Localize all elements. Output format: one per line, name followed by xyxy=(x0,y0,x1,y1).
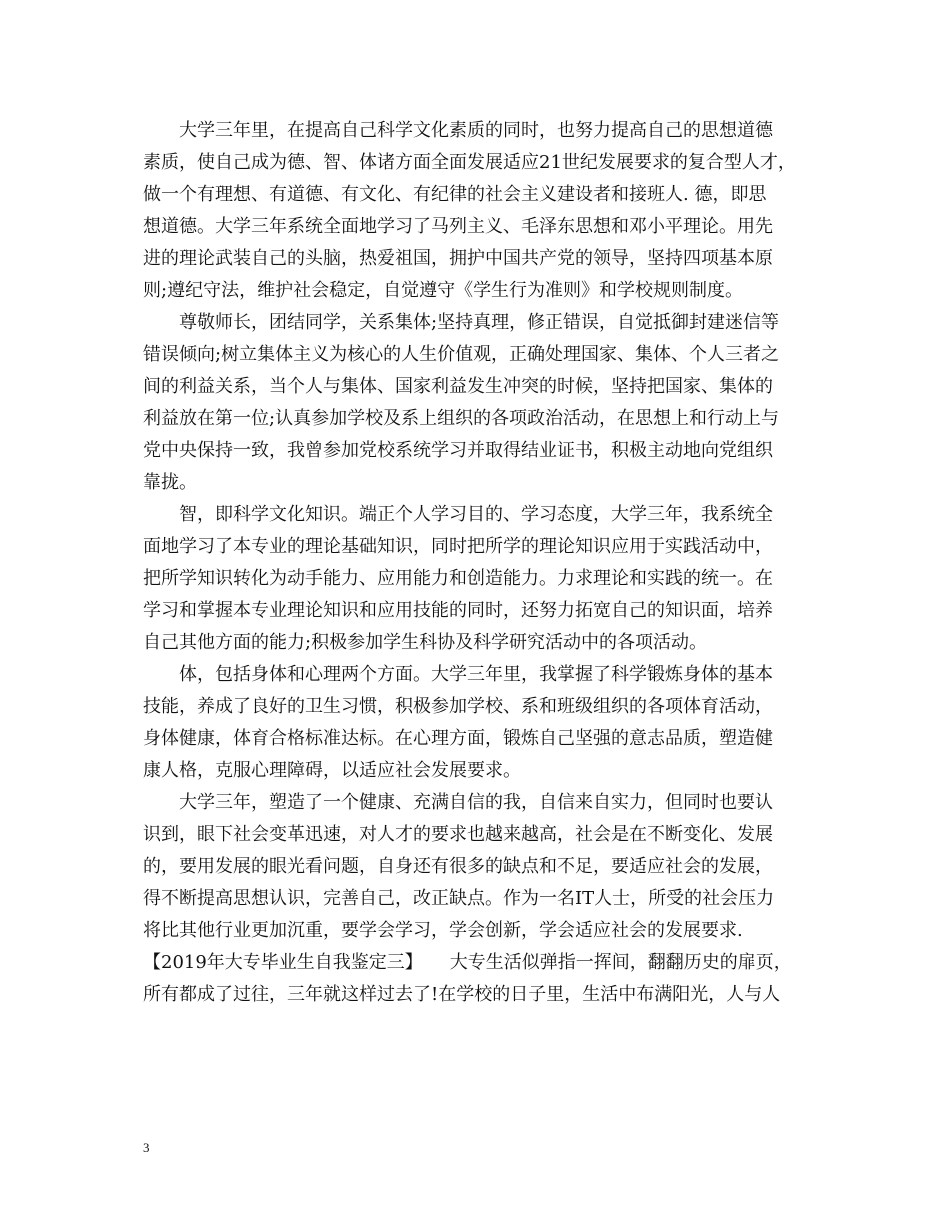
text-line: 把所学知识转化为动手能力、应用能力和创造能力。力求理论和实践的统一。在 xyxy=(143,568,773,589)
text-line: 则;遵纪守法，维护社会稳定，自觉遵守《学生行为准则》和学校规则制度。 xyxy=(143,280,744,301)
document-body xyxy=(143,115,815,1011)
text-line: 做一个有理想、有道德、有文化、有纪律的社会主义建设者和接班人. 德，即思 xyxy=(143,184,767,205)
text-line: 素质，使自己成为德、智、体诸方面全面发展适应21世纪发展要求的复合型人才， xyxy=(143,152,796,173)
text-line: 康人格，克服心理障碍，以适应社会发展要求。 xyxy=(143,760,521,781)
text-line: 技能，养成了良好的卫生习惯，积极参加学校、系和班级组织的各项体育活动， xyxy=(143,696,773,717)
text-line: 学习和掌握本专业理论知识和应用技能的同时，还努力拓宽自己的知识面，培养 xyxy=(143,600,773,621)
text-line: 靠拢。 xyxy=(143,472,197,493)
text-line: 大学三年里，在提高自己科学文化素质的同时，也努力提高自己的思想道德 xyxy=(179,120,773,141)
text-line: 自己其他方面的能力;积极参加学生科协及科学研究活动中的各项活动。 xyxy=(143,632,708,653)
text-line: 尊敬师长，团结同学，关系集体;坚持真理，修正错误，自觉抵御封建迷信等 xyxy=(179,312,780,333)
text-line: 进的理论武装自己的头脑，热爱祖国，拥护中国共产党的领导，坚持四项基本原 xyxy=(143,248,773,269)
text-line: 所有都成了过往，三年就这样过去了!在学校的日子里，生活中布满阳光，人与人 xyxy=(143,984,781,1005)
text-line: 间的利益关系，当个人与集体、国家利益发生冲突的时候，坚持把国家、集体的 xyxy=(143,376,773,397)
page-number: 3 xyxy=(143,1140,150,1155)
text-line: 大学三年，塑造了一个健康、充满自信的我，自信来自实力，但同时也要认 xyxy=(179,792,773,813)
text-line: 体，包括身体和心理两个方面。大学三年里，我掌握了科学锻炼身体的基本 xyxy=(179,664,773,685)
text-line: 识到，眼下社会变革迅速，对人才的要求也越来越高，社会是在不断变化、发展 xyxy=(143,824,773,845)
text-line: 党中央保持一致，我曾参加党校系统学习并取得结业证书，积极主动地向党组织 xyxy=(143,440,773,461)
text-line: 错误倾向;树立集体主义为核心的人生价值观，正确处理国家、集体、个人三者之 xyxy=(143,344,780,365)
text-line: 利益放在第一位;认真参加学校及系上组织的各项政治活动，在思想上和行动上与 xyxy=(143,408,780,429)
text-line: 想道德。大学三年系统全面地学习了马列主义、毛泽东思想和邓小平理论。用先 xyxy=(143,216,773,237)
text-line: 身体健康，体育合格标准达标。在心理方面，锻炼自己坚强的意志品质，塑造健 xyxy=(143,728,773,749)
section-heading-line: 【2019年大专毕业生自我鉴定三】 大专生活似弹指一挥间，翻翻历史的扉页， xyxy=(143,952,792,973)
text-line: 智，即科学文化知识。端正个人学习目的、学习态度，大学三年，我系统全 xyxy=(179,504,773,525)
text-line: 将比其他行业更加沉重，要学会学习，学会创新，学会适应社会的发展要求. xyxy=(143,920,743,941)
text-line: 得不断提高思想认识，完善自己，改正缺点。作为一名IT人士，所受的社会压力 xyxy=(143,888,775,909)
text-line: 的，要用发展的眼光看问题，自身还有很多的缺点和不足，要适应社会的发展， xyxy=(143,856,773,877)
text-line: 面地学习了本专业的理论基础知识，同时把所学的理论知识应用于实践活动中， xyxy=(143,536,773,557)
